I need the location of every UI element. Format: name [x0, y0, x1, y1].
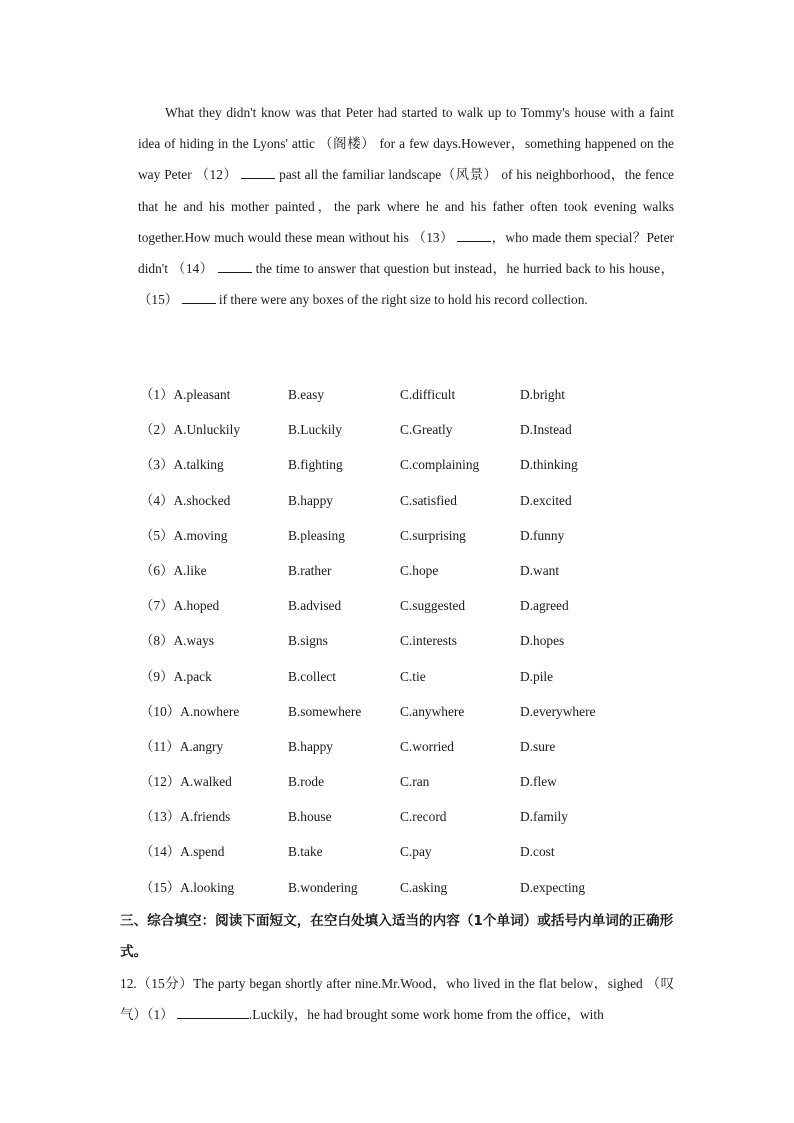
option-a-text: A.nowhere	[180, 703, 240, 719]
option-row	[140, 834, 700, 869]
question-number: （7）	[140, 598, 174, 614]
option-a-text: A.angry	[179, 738, 224, 754]
option-a	[140, 412, 240, 447]
option-b: B.advised	[288, 598, 342, 614]
option-c: C.satisfied	[400, 492, 457, 508]
question-number: （9）	[140, 668, 174, 684]
option-row	[140, 377, 700, 412]
option-a	[140, 518, 227, 553]
passage-text: past all the familiar landscape（风景） of his neighborhood，the fence that he and his mother painted，the park where he and his father often took evening walks together.How much would these mean without his （13）	[138, 167, 674, 245]
option-b: B.rather	[288, 562, 332, 578]
question-number: （3）	[140, 457, 174, 473]
option-d: D.flew	[520, 774, 557, 790]
passage-text: What they didn't know was that Peter had started to walk up to Tommy's house with a faint idea of hiding in the Lyons' attic （阁楼） for a few days.However，something happened on the way Peter （12）	[138, 105, 674, 183]
passage-text: ，who made them special？Peter didn't （14）	[138, 229, 674, 277]
option-d: D.thinking	[520, 457, 578, 473]
option-b: B.take	[288, 844, 323, 860]
question-number: （10）	[140, 703, 181, 719]
option-a	[140, 483, 230, 518]
option-a	[140, 834, 224, 869]
option-row	[140, 447, 700, 482]
option-row	[140, 764, 700, 799]
option-row	[140, 588, 700, 623]
option-d: D.pile	[520, 668, 554, 684]
option-row	[140, 483, 700, 518]
question-number: （13）	[140, 809, 181, 825]
question-number: （2）	[140, 422, 174, 438]
option-a-text: A.pack	[173, 668, 212, 684]
option-a-text: A.shocked	[173, 492, 231, 508]
option-row	[140, 729, 700, 764]
option-a-text: A.like	[173, 562, 207, 578]
option-d: D.sure	[520, 738, 556, 754]
question-12	[120, 968, 674, 1030]
question-number: （6）	[140, 562, 174, 578]
option-a	[140, 870, 234, 905]
option-c: C.pay	[400, 844, 432, 860]
option-a-text: A.friends	[180, 809, 231, 825]
option-a	[140, 623, 214, 658]
option-d: D.bright	[520, 387, 566, 402]
option-row	[140, 412, 700, 447]
option-b: B.pleasing	[288, 527, 345, 543]
option-row	[140, 799, 700, 834]
option-a-text: A.ways	[173, 633, 215, 649]
option-d: D.Instead	[520, 422, 572, 438]
option-c: C.hope	[400, 562, 439, 578]
option-b: B.signs	[288, 633, 328, 649]
option-c: C.Greatly	[400, 422, 453, 438]
passage-text: if there were any boxes of the right size to hold his record collection.	[218, 292, 588, 308]
question-number: （4）	[140, 492, 174, 508]
question-number: （5）	[140, 527, 174, 543]
option-d: D.expecting	[520, 879, 586, 895]
option-c: C.suggested	[400, 598, 466, 614]
option-c: C.surprising	[400, 527, 466, 543]
answer-blank-14	[218, 258, 252, 273]
option-a	[140, 553, 207, 588]
option-a	[140, 799, 230, 834]
option-a	[140, 588, 219, 623]
option-b: B.happy	[288, 738, 334, 754]
option-a-text: A.pleasant	[173, 387, 231, 402]
option-d: D.family	[520, 809, 568, 825]
option-c: C.record	[400, 809, 447, 825]
option-a	[140, 764, 232, 799]
answer-blank-12	[241, 164, 275, 179]
question-number: （12）	[140, 774, 181, 790]
question-number: （14）	[140, 844, 181, 860]
option-a-text: A.looking	[180, 879, 235, 895]
question-number: （15）	[140, 879, 181, 895]
option-b: B.wondering	[288, 879, 358, 895]
option-b: B.house	[288, 809, 332, 825]
question-number: （11）	[140, 738, 180, 754]
question-text: 12.（15分）The party began shortly after nine.Mr.Wood，who lived in the flat below，sighed （叹气）（1）	[120, 976, 674, 1022]
option-row	[140, 623, 700, 658]
option-c: C.worried	[400, 738, 454, 754]
question-number: （1）	[140, 387, 174, 402]
option-a	[140, 694, 239, 729]
option-c: C.anywhere	[400, 703, 465, 719]
answer-blank-13	[457, 227, 491, 242]
answer-options-list	[140, 377, 700, 905]
option-c: C.asking	[400, 879, 448, 895]
passage-text: the time to answer that question but instead，he hurried back to his house， （15）	[138, 261, 674, 308]
option-a-text: A.walked	[180, 774, 232, 790]
option-b: B.fighting	[288, 457, 343, 473]
reading-passage	[138, 97, 674, 315]
option-c: C.interests	[400, 633, 457, 649]
option-b: B.happy	[288, 492, 334, 508]
option-a-text: A.spend	[180, 844, 225, 860]
option-b: B.Luckily	[288, 422, 342, 438]
option-a-text: A.hoped	[173, 598, 220, 614]
option-d: D.agreed	[520, 598, 569, 614]
option-d: D.cost	[520, 844, 555, 860]
option-row	[140, 870, 700, 905]
option-row	[140, 553, 700, 588]
option-a-text: A.talking	[173, 457, 224, 473]
option-d: D.hopes	[520, 633, 565, 649]
answer-blank-1	[177, 1004, 249, 1019]
option-a-text: A.moving	[173, 527, 228, 543]
option-a-text: A.Unluckily	[173, 422, 241, 438]
answer-blank-15	[182, 289, 216, 304]
option-b: B.somewhere	[288, 703, 362, 719]
option-c: C.difficult	[400, 387, 456, 402]
option-row	[140, 694, 700, 729]
option-a	[140, 659, 212, 694]
question-number: （8）	[140, 633, 174, 649]
option-b: B.rode	[288, 774, 325, 790]
option-c: C.ran	[400, 774, 430, 790]
option-d: D.want	[520, 562, 560, 578]
option-row	[140, 518, 700, 553]
option-d: D.everywhere	[520, 703, 596, 719]
option-d: D.excited	[520, 492, 572, 508]
option-a	[140, 447, 224, 482]
option-c: C.complaining	[400, 457, 480, 473]
option-c: C.tie	[400, 668, 426, 684]
option-d: D.funny	[520, 527, 565, 543]
option-a	[140, 377, 230, 412]
option-a	[140, 729, 223, 764]
question-text: .Luckily，he had brought some work home from the office，with	[248, 1007, 604, 1022]
passage-paragraph	[138, 97, 674, 315]
option-b: B.collect	[288, 668, 336, 684]
option-b: B.easy	[288, 387, 325, 402]
section-title: 三、综合填空：阅读下面短文，在空白处填入适当的内容（1个单词）或括号内单词的正确形式。	[120, 913, 674, 960]
option-row	[140, 659, 700, 694]
